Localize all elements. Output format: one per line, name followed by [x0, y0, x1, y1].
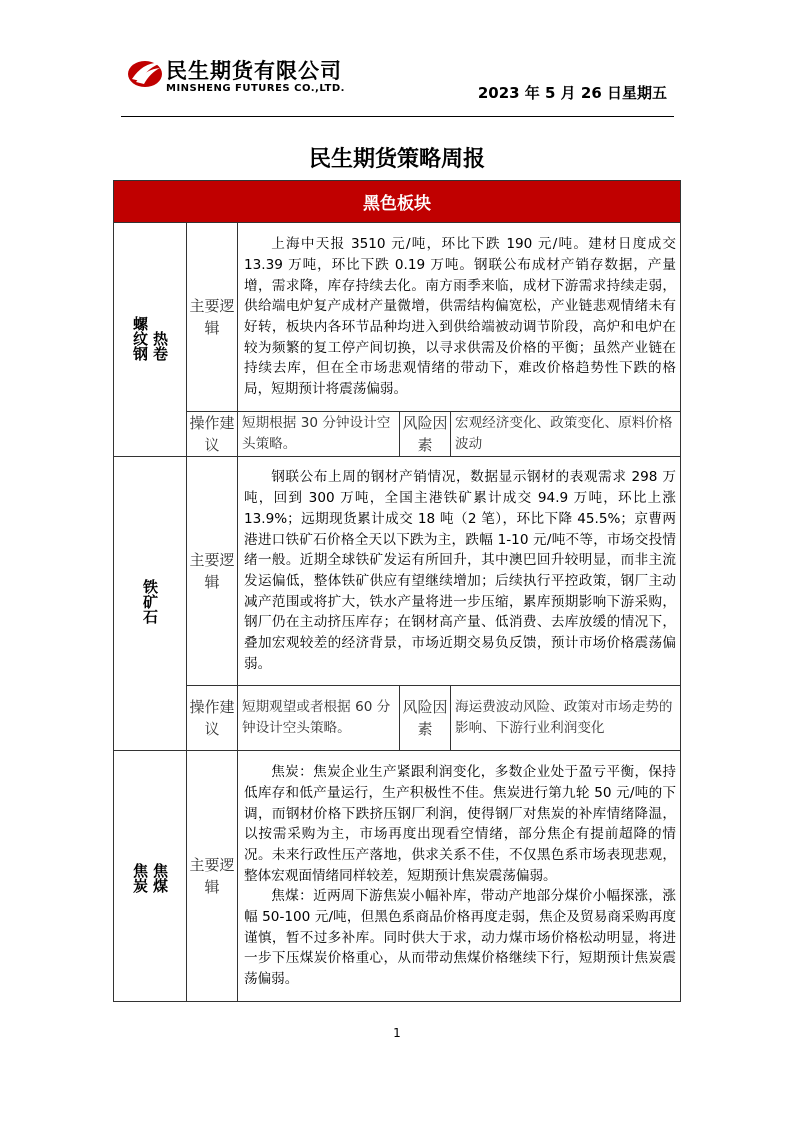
table-row [114, 223, 681, 412]
main-logic-text [238, 457, 681, 686]
product-cell [114, 457, 187, 751]
logo-mark-icon [126, 55, 164, 89]
logic-paragraph: 上海中天报 3510 元/吨，环比下跌 190 元/吨。建材日度成交 13.39 万吨，环比下跌 0.19 万吨。钢联公布成材产销存数据，产量增，需求降，库存持续去化。南方雨季来临，成材下游需求持续走弱，供给端电炉复产成材产量微增，供需结构偏宽松，产业链悲观情绪未有好转，板块内各环节品种均进入到供给端被动调节阶段，高炉和电炉在较为频繁的复工停产间切换，以寻求供需及价格的平衡；虽然产业链在持续去库，但在全市场悲观情绪的带动下，难改价格趋势性下跌的格局，短期预计将震荡偏弱。 [244, 236, 676, 398]
risk-text: 海运费波动风险、政策对市场走势的影响、下游行业利润变化 [451, 686, 681, 751]
product-name: 热卷 [151, 330, 169, 361]
risk-text: 宏观经济变化、政策变化、原料价格波动 [451, 412, 681, 457]
main-logic-text [238, 751, 681, 1002]
logic-paragraph: 钢联公布上周的钢材产销情况，数据显示钢材的表观需求 298 万吨，回到 300 万吨，全国主港铁矿累计成交 94.9 万吨，环比上涨 13.9%；远期现货累计成交 18 吨（2 笔），环比下降 45.5%；京曹两港进口铁矿石价格全天以下跌为主，跌幅 1-10 元/吨不等，市场交投情绪一般。近期全球铁矿发运有所回升，其中澳巴回升较明显，而非主流发运偏低，整体铁矿供应有望继续增加；后续执行平控政策，钢厂主动减产范围或将扩大，铁水产量将进一步压缩，累库预期影响下游采购，钢厂仍在主动挤压库存；在钢材高产量、低消费、去库放缓的情况下，叠加宏观较差的经济背景，市场近期交易负反馈，预计市场价格震荡偏弱。 [244, 469, 676, 672]
report-date: 2023 年 5 月 26 日星期五 [477, 84, 667, 102]
operation-text: 短期根据 30 分钟设计空头策略。 [238, 412, 400, 457]
table-row [114, 457, 681, 686]
logic-paragraph: 焦炭：焦炭企业生产紧跟利润变化，多数企业处于盈亏平衡，保持低库存和低产量运行，生产积极性不佳。焦炭进行第九轮 50 元/吨的下调，而钢材价格下跌挤压钢厂利润，使得钢厂对焦炭的补库情绪降温，以按需采购为主，市场再度出现看空情绪，部分焦企有提前超降的情况。未来行政性压产落地，供求关系不佳，不仅黑色系市场表现悲观，整体宏观面情绪同样较差，短期预计焦炭震荡偏弱。 [244, 764, 676, 884]
product-name: 螺纹钢 [131, 315, 149, 361]
product-cell [114, 751, 187, 1002]
main-logic-label: 主要逻辑 [187, 457, 238, 686]
table-row [114, 751, 681, 1002]
logo-chinese-name: 民生期货有限公司 [166, 59, 342, 83]
table-row [114, 412, 681, 457]
header-divider [121, 116, 674, 117]
page-title: 民生期货策略周报 [308, 147, 485, 172]
table-row [114, 686, 681, 751]
logic-paragraph: 焦煤：近两周下游焦炭小幅补库，带动产地部分煤价小幅探涨，涨幅 50-100 元/吨，但黑色系商品价格再度走弱，焦企及贸易商采购再度谨慎，暂不过多补库。同时供大于求，动力煤市场价格松动明显，将进一步下压煤炭价格重心，从而带动焦煤价格继续下行，短期预计焦炭震荡偏弱。 [244, 888, 676, 988]
main-logic-text [238, 223, 681, 412]
main-logic-label: 主要逻辑 [187, 751, 238, 1002]
risk-label: 风险因素 [400, 686, 451, 751]
sector-header: 黑色板块 [114, 181, 681, 223]
operation-text: 短期观望或者根据 60 分钟设计空头策略。 [238, 686, 400, 751]
main-logic-label: 主要逻辑 [187, 223, 238, 412]
operation-label: 操作建议 [187, 686, 238, 751]
operation-label: 操作建议 [187, 412, 238, 457]
strategy-table [113, 180, 681, 1002]
product-name: 焦炭 [131, 863, 149, 893]
page-number: 1 [393, 1026, 401, 1040]
product-name: 焦煤 [151, 863, 169, 893]
logo-english-name: MINSHENG FUTURES CO.,LTD. [166, 83, 345, 94]
risk-label: 风险因素 [400, 412, 451, 457]
product-cell [114, 223, 187, 457]
product-name: 铁矿石 [141, 579, 159, 624]
company-logo [126, 55, 366, 105]
